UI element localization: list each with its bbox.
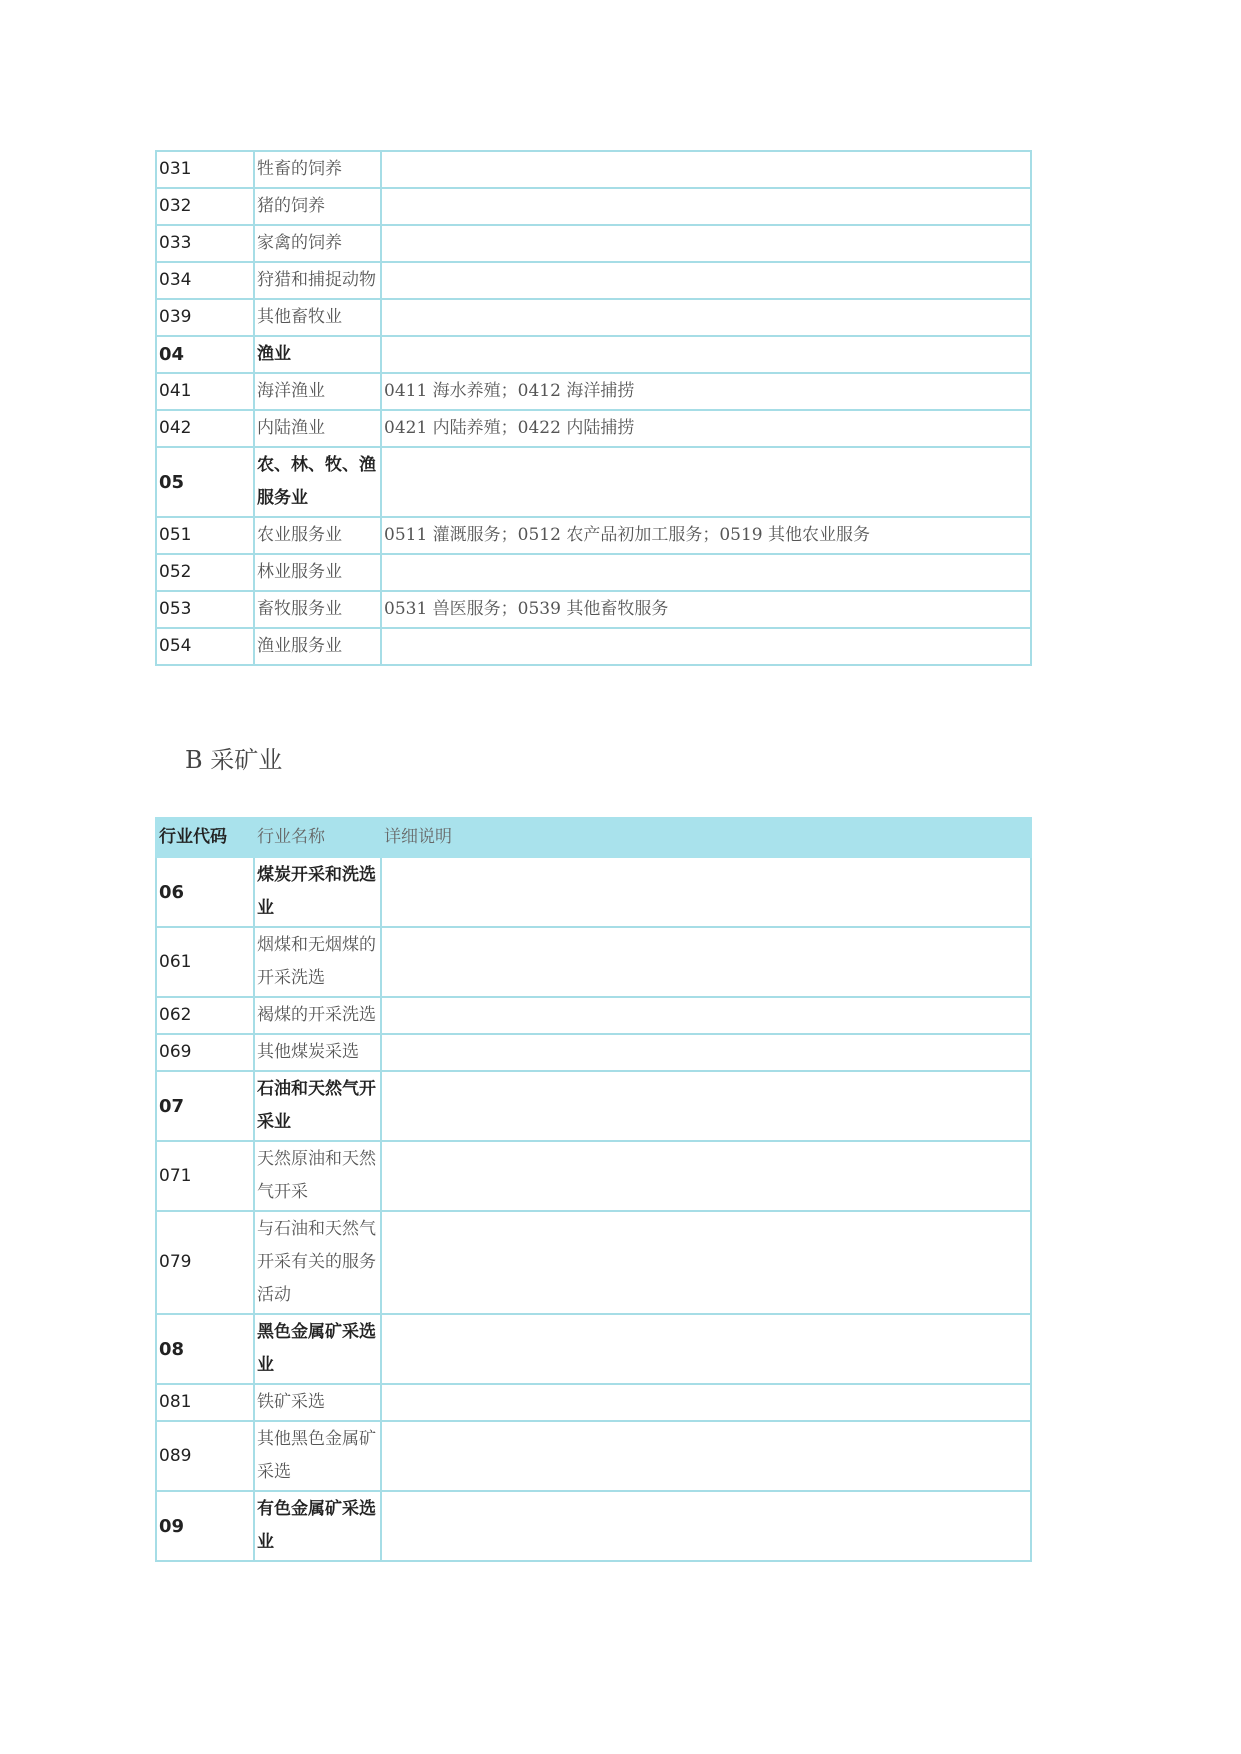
detail-description-cell [381, 927, 1031, 997]
industry-code-cell: 06 [156, 857, 254, 927]
industry-name-cell: 农、林、牧、渔服务业 [254, 447, 381, 517]
table-body [156, 857, 1031, 1561]
industry-table-agriculture [155, 150, 1032, 666]
industry-name-cell: 其他黑色金属矿采选 [254, 1421, 381, 1491]
detail-description-cell [381, 151, 1031, 188]
industry-code-cell: 041 [156, 373, 254, 410]
industry-name-cell: 林业服务业 [254, 554, 381, 591]
detail-description-cell [381, 997, 1031, 1034]
industry-code-cell: 032 [156, 188, 254, 225]
table-row [156, 447, 1031, 517]
header-detail-description: 详细说明 [381, 818, 1031, 857]
detail-description-cell [381, 1071, 1031, 1141]
industry-code-cell: 09 [156, 1491, 254, 1561]
industry-code-cell: 061 [156, 927, 254, 997]
industry-code-cell: 081 [156, 1384, 254, 1421]
table-row [156, 336, 1031, 373]
industry-code-cell: 051 [156, 517, 254, 554]
table-row [156, 591, 1031, 628]
industry-name-cell: 烟煤和无烟煤的开采洗选 [254, 927, 381, 997]
table-row [156, 299, 1031, 336]
table-header-row [156, 818, 1031, 857]
industry-name-cell: 煤炭开采和洗选业 [254, 857, 381, 927]
header-industry-code: 行业代码 [156, 818, 254, 857]
industry-code-cell: 042 [156, 410, 254, 447]
table-row [156, 997, 1031, 1034]
industry-name-cell: 猪的饲养 [254, 188, 381, 225]
industry-name-cell: 内陆渔业 [254, 410, 381, 447]
detail-description-cell [381, 1034, 1031, 1071]
industry-code-cell: 054 [156, 628, 254, 665]
table-row [156, 857, 1031, 927]
table-row [156, 628, 1031, 665]
table-row [156, 554, 1031, 591]
industry-code-cell: 039 [156, 299, 254, 336]
industry-code-cell: 031 [156, 151, 254, 188]
detail-description-cell [381, 1141, 1031, 1211]
detail-description-cell: 0511 灌溉服务；0512 农产品初加工服务；0519 其他农业服务 [381, 517, 1031, 554]
industry-code-cell: 034 [156, 262, 254, 299]
detail-description-cell [381, 336, 1031, 373]
table-row [156, 517, 1031, 554]
table-row [156, 1211, 1031, 1314]
table-row [156, 927, 1031, 997]
industry-name-cell: 与石油和天然气开采有关的服务活动 [254, 1211, 381, 1314]
industry-code-cell: 05 [156, 447, 254, 517]
industry-name-cell: 海洋渔业 [254, 373, 381, 410]
detail-description-cell [381, 1314, 1031, 1384]
industry-name-cell: 黑色金属矿采选业 [254, 1314, 381, 1384]
industry-table-mining [155, 817, 1032, 1562]
detail-description-cell: 0411 海水养殖；0412 海洋捕捞 [381, 373, 1031, 410]
detail-description-cell [381, 1491, 1031, 1561]
table-row [156, 1071, 1031, 1141]
industry-code-cell: 079 [156, 1211, 254, 1314]
detail-description-cell: 0531 兽医服务；0539 其他畜牧服务 [381, 591, 1031, 628]
detail-description-cell [381, 628, 1031, 665]
table-row [156, 151, 1031, 188]
detail-description-cell [381, 1421, 1031, 1491]
industry-name-cell: 牲畜的饲养 [254, 151, 381, 188]
table-row [156, 1034, 1031, 1071]
table-row [156, 225, 1031, 262]
detail-description-cell [381, 299, 1031, 336]
table-row [156, 1384, 1031, 1421]
detail-description-cell [381, 225, 1031, 262]
table-row [156, 1421, 1031, 1491]
detail-description-cell [381, 1211, 1031, 1314]
industry-name-cell: 褐煤的开采洗选 [254, 997, 381, 1034]
table-row [156, 1141, 1031, 1211]
detail-description-cell [381, 857, 1031, 927]
industry-code-cell: 069 [156, 1034, 254, 1071]
industry-code-cell: 08 [156, 1314, 254, 1384]
industry-code-cell: 052 [156, 554, 254, 591]
industry-code-cell: 062 [156, 997, 254, 1034]
detail-description-cell: 0421 内陆养殖；0422 内陆捕捞 [381, 410, 1031, 447]
table-row [156, 188, 1031, 225]
industry-code-cell: 071 [156, 1141, 254, 1211]
industry-name-cell: 其他煤炭采选 [254, 1034, 381, 1071]
table-row [156, 410, 1031, 447]
table-row [156, 1491, 1031, 1561]
industry-name-cell: 天然原油和天然气开采 [254, 1141, 381, 1211]
table-body [156, 151, 1031, 665]
industry-name-cell: 渔业 [254, 336, 381, 373]
industry-code-cell: 089 [156, 1421, 254, 1491]
detail-description-cell [381, 1384, 1031, 1421]
detail-description-cell [381, 262, 1031, 299]
header-industry-name: 行业名称 [254, 818, 381, 857]
industry-name-cell: 家禽的饲养 [254, 225, 381, 262]
detail-description-cell [381, 188, 1031, 225]
detail-description-cell [381, 554, 1031, 591]
industry-name-cell: 狩猎和捕捉动物 [254, 262, 381, 299]
industry-name-cell: 石油和天然气开采业 [254, 1071, 381, 1141]
industry-code-cell: 033 [156, 225, 254, 262]
industry-name-cell: 畜牧服务业 [254, 591, 381, 628]
industry-code-cell: 07 [156, 1071, 254, 1141]
table-row [156, 373, 1031, 410]
industry-name-cell: 有色金属矿采选业 [254, 1491, 381, 1561]
industry-code-cell: 053 [156, 591, 254, 628]
industry-code-cell: 04 [156, 336, 254, 373]
table-row [156, 262, 1031, 299]
industry-name-cell: 铁矿采选 [254, 1384, 381, 1421]
industry-name-cell: 渔业服务业 [254, 628, 381, 665]
section-title-mining: B 采矿业 [185, 746, 283, 774]
detail-description-cell [381, 447, 1031, 517]
industry-name-cell: 农业服务业 [254, 517, 381, 554]
industry-name-cell: 其他畜牧业 [254, 299, 381, 336]
table-row [156, 1314, 1031, 1384]
